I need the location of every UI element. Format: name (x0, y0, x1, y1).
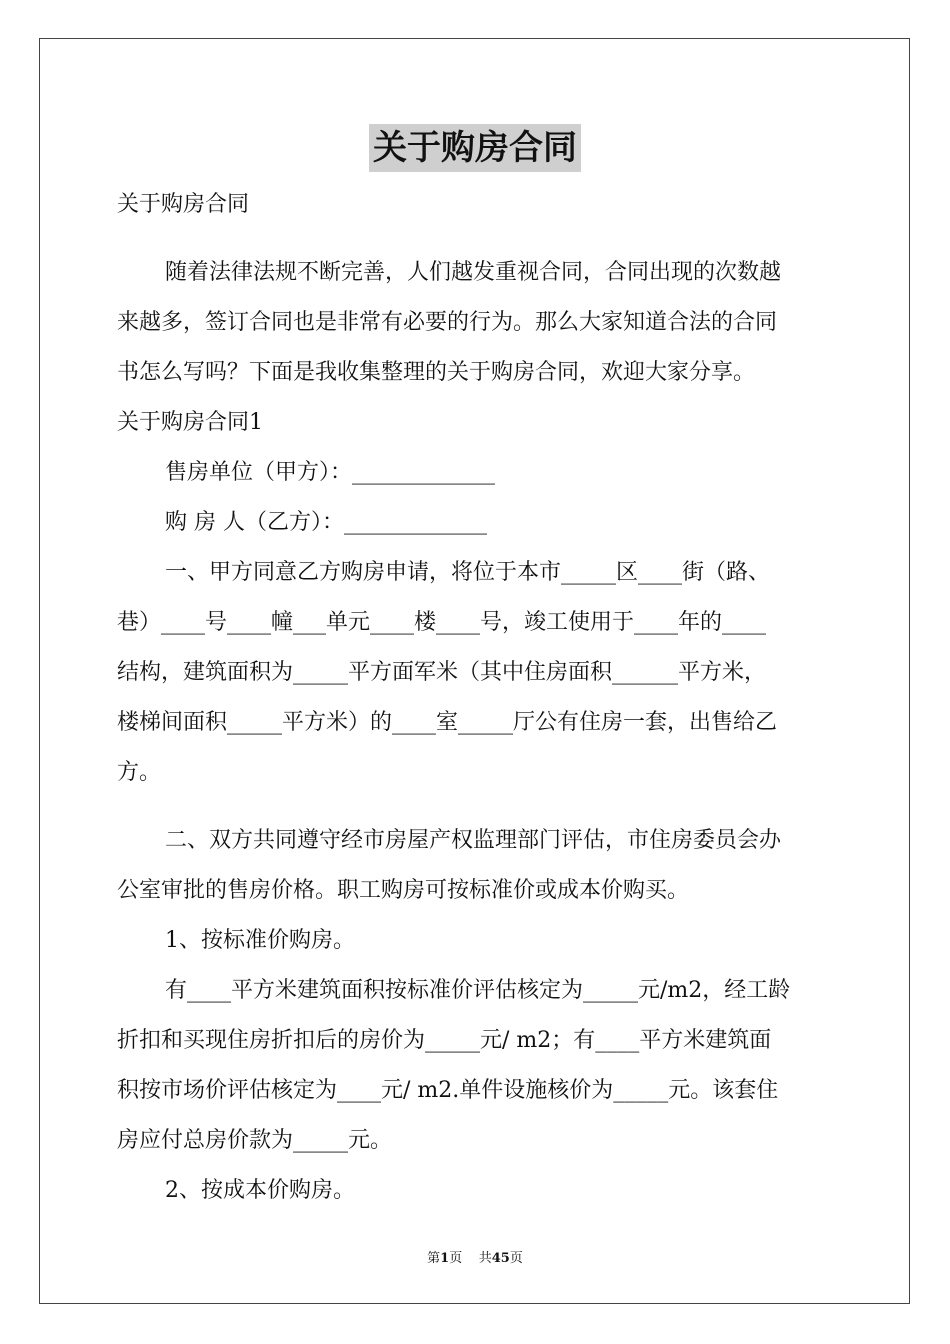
subtitle-line: 关于购房合同 (117, 192, 250, 217)
total-suffix: 页 (509, 1251, 523, 1266)
paragraph-line: 随着法律法规不断完善，人们越发重视合同，合同出现的次数越 (165, 260, 782, 285)
clause-line: 方。 (117, 760, 162, 785)
clause-line: 房应付总房价款为_____元。 (117, 1128, 393, 1153)
clause-line: 楼梯间面积_____平方米）的____室_____厅公有住房一套，出售给乙 (117, 710, 778, 735)
clause-line: 一、甲方同意乙方购房申请，将位于本市_____区____街（路、 (165, 560, 771, 585)
clause-line: 折扣和买现住房折扣后的房价为_____元/ m2；有____平方米建筑面 (117, 1028, 772, 1053)
buyer-field: 购 房 人（乙方）：_____________ (165, 510, 487, 535)
section-heading: 关于购房合同1 (117, 410, 263, 435)
paragraph-line: 书怎么写吗？下面是我收集整理的关于购房合同，欢迎大家分享。 (117, 360, 756, 385)
page-prefix: 第 (427, 1251, 441, 1266)
clause-line: 积按市场价评估核定为____元/ m2.单件设施核价为_____元。该套住 (117, 1078, 779, 1103)
seller-field: 售房单位（甲方）：_____________ (165, 460, 496, 485)
title-container (0, 124, 950, 172)
document-body (117, 180, 835, 1216)
document-title: 关于购房合同 (369, 124, 581, 172)
clause-line: 巷）____号____幢___单元____楼____号，竣工使用于____年的____ (117, 610, 767, 635)
page-suffix: 页 (449, 1251, 463, 1266)
clause-item: 2、按成本价购房。 (165, 1178, 355, 1203)
clause-item: 1、按标准价购房。 (165, 928, 355, 953)
total-pages: 45 (491, 1251, 510, 1266)
clause-line: 公室审批的售房价格。职工购房可按标准价或成本价购买。 (117, 878, 690, 903)
page-footer (0, 1247, 950, 1266)
total-prefix: 共 (478, 1251, 492, 1266)
page-number: 1 (440, 1251, 450, 1266)
paragraph-line: 来越多，签订合同也是非常有必要的行为。那么大家知道合法的合同 (117, 310, 778, 335)
clause-line: 结构，建筑面积为_____平方面军米（其中住房面积______平方米， (117, 660, 767, 685)
clause-line: 有____平方米建筑面积按标准价评估核定为_____元/m2，经工龄 (165, 978, 791, 1003)
clause-line: 二、双方共同遵守经市房屋产权监理部门评估，市住房委员会办 (165, 828, 782, 853)
